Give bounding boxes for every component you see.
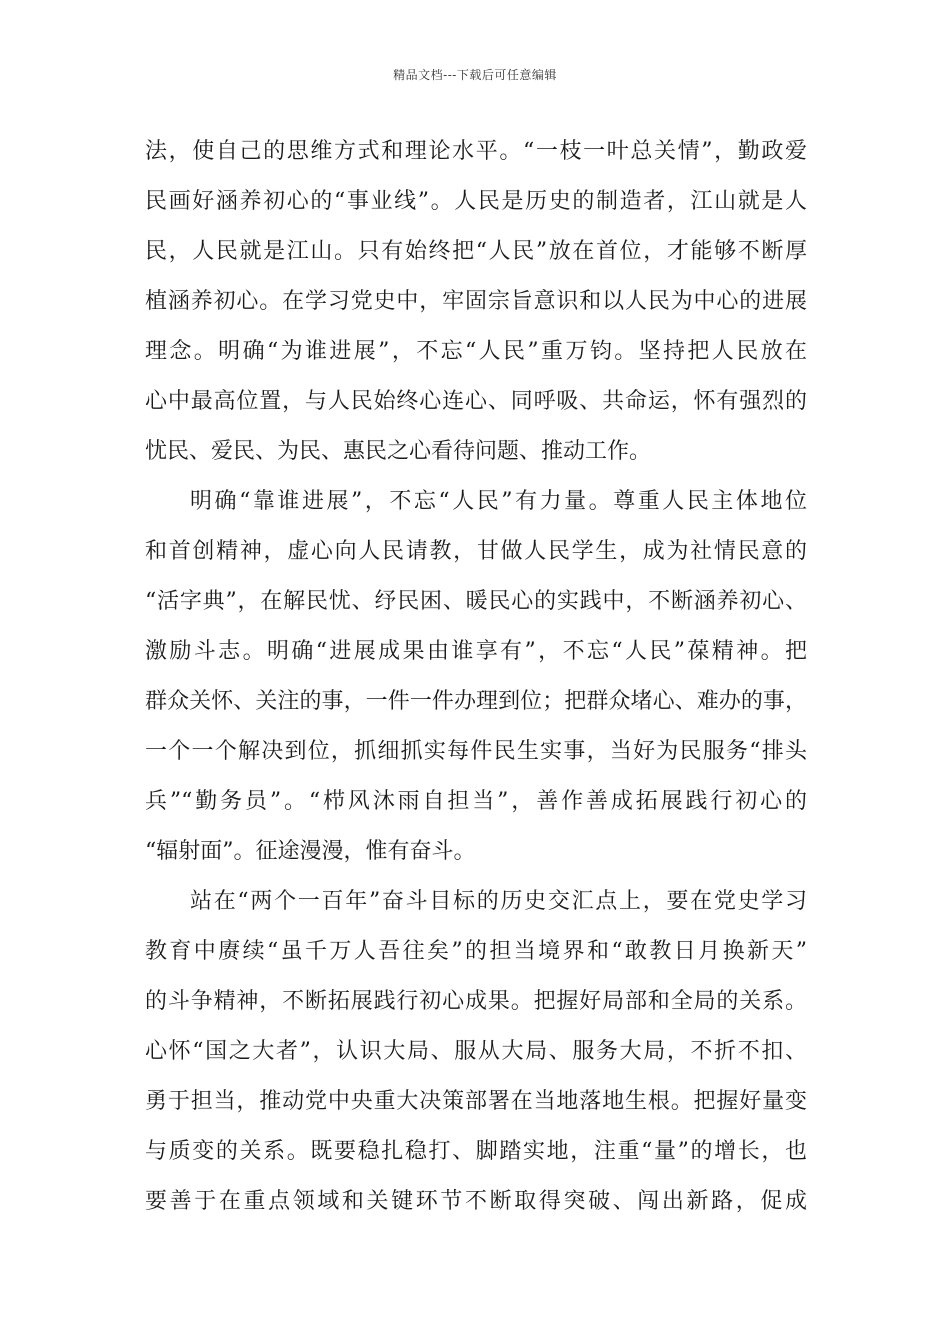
text-line: 群众关怀、关注的事，一件一件办理到位；把群众堵心、难办的事， xyxy=(145,689,807,714)
text-line: 法，使自己的思维方式和理论水平。“一枝一叶总关情”，勤政爱 xyxy=(145,139,807,164)
text-line: 明确“靠谁进展”，不忘“人民”有力量。尊重人民主体地位 xyxy=(190,489,807,514)
text-line: 的斗争精神，不断拓展践行初心成果。把握好局部和全局的关系。 xyxy=(145,989,807,1014)
text-line: 一个一个解决到位，抓细抓实每件民生实事，当好为民服务“排头 xyxy=(145,739,807,764)
page-header: 精品文档---下载后可任意编辑 xyxy=(393,68,557,82)
document-body xyxy=(145,133,807,1233)
text-line: 站在“两个一百年”奋斗目标的历史交汇点上，要在党史学习 xyxy=(190,889,807,914)
text-line: 心怀“国之大者”，认识大局、服从大局、服务大局，不折不扣、 xyxy=(145,1039,807,1064)
text-line: 和首创精神，虚心向人民请教，甘做人民学生，成为社情民意的 xyxy=(145,539,807,564)
text-line: 激励斗志。明确“进展成果由谁享有”，不忘“人民”葆精神。把 xyxy=(145,639,807,664)
text-line: 理念。明确“为谁进展”，不忘“人民”重万钧。坚持把人民放在 xyxy=(145,339,807,364)
text-line: 勇于担当，推动党中央重大决策部署在当地落地生根。把握好量变 xyxy=(145,1089,807,1114)
text-line: 民画好涵养初心的“事业线”。人民是历史的制造者，江山就是人 xyxy=(145,189,807,214)
text-line: 植涵养初心。在学习党史中，牢固宗旨意识和以人民为中心的进展 xyxy=(145,289,807,314)
paragraph-3 xyxy=(145,883,807,1233)
text-line: 兵”“勤务员”。“栉风沐雨自担当”，善作善成拓展践行初心的 xyxy=(145,789,807,814)
text-line: “辐射面”。征途漫漫，惟有奋斗。 xyxy=(145,839,476,864)
text-line: 教育中赓续“虽千万人吾往矣”的担当境界和“敢教日月换新天” xyxy=(145,939,807,964)
text-line: 民，人民就是江山。只有始终把“人民”放在首位，才能够不断厚 xyxy=(145,239,807,264)
text-line: 忧民、爱民、为民、惠民之心看待问题、推动工作。 xyxy=(145,439,652,464)
paragraph-2 xyxy=(145,483,807,883)
text-line: 与质变的关系。既要稳扎稳打、脚踏实地，注重“量”的增长，也 xyxy=(145,1139,807,1164)
text-line: 心中最高位置，与人民始终心连心、同呼吸、共命运，怀有强烈的 xyxy=(145,389,807,414)
text-line: “活字典”，在解民忧、纾民困、暖民心的实践中，不断涵养初心、 xyxy=(145,589,807,614)
paragraph-1 xyxy=(145,133,807,483)
text-line: 要善于在重点领域和关键环节不断取得突破、闯出新路，促成 xyxy=(145,1189,807,1214)
